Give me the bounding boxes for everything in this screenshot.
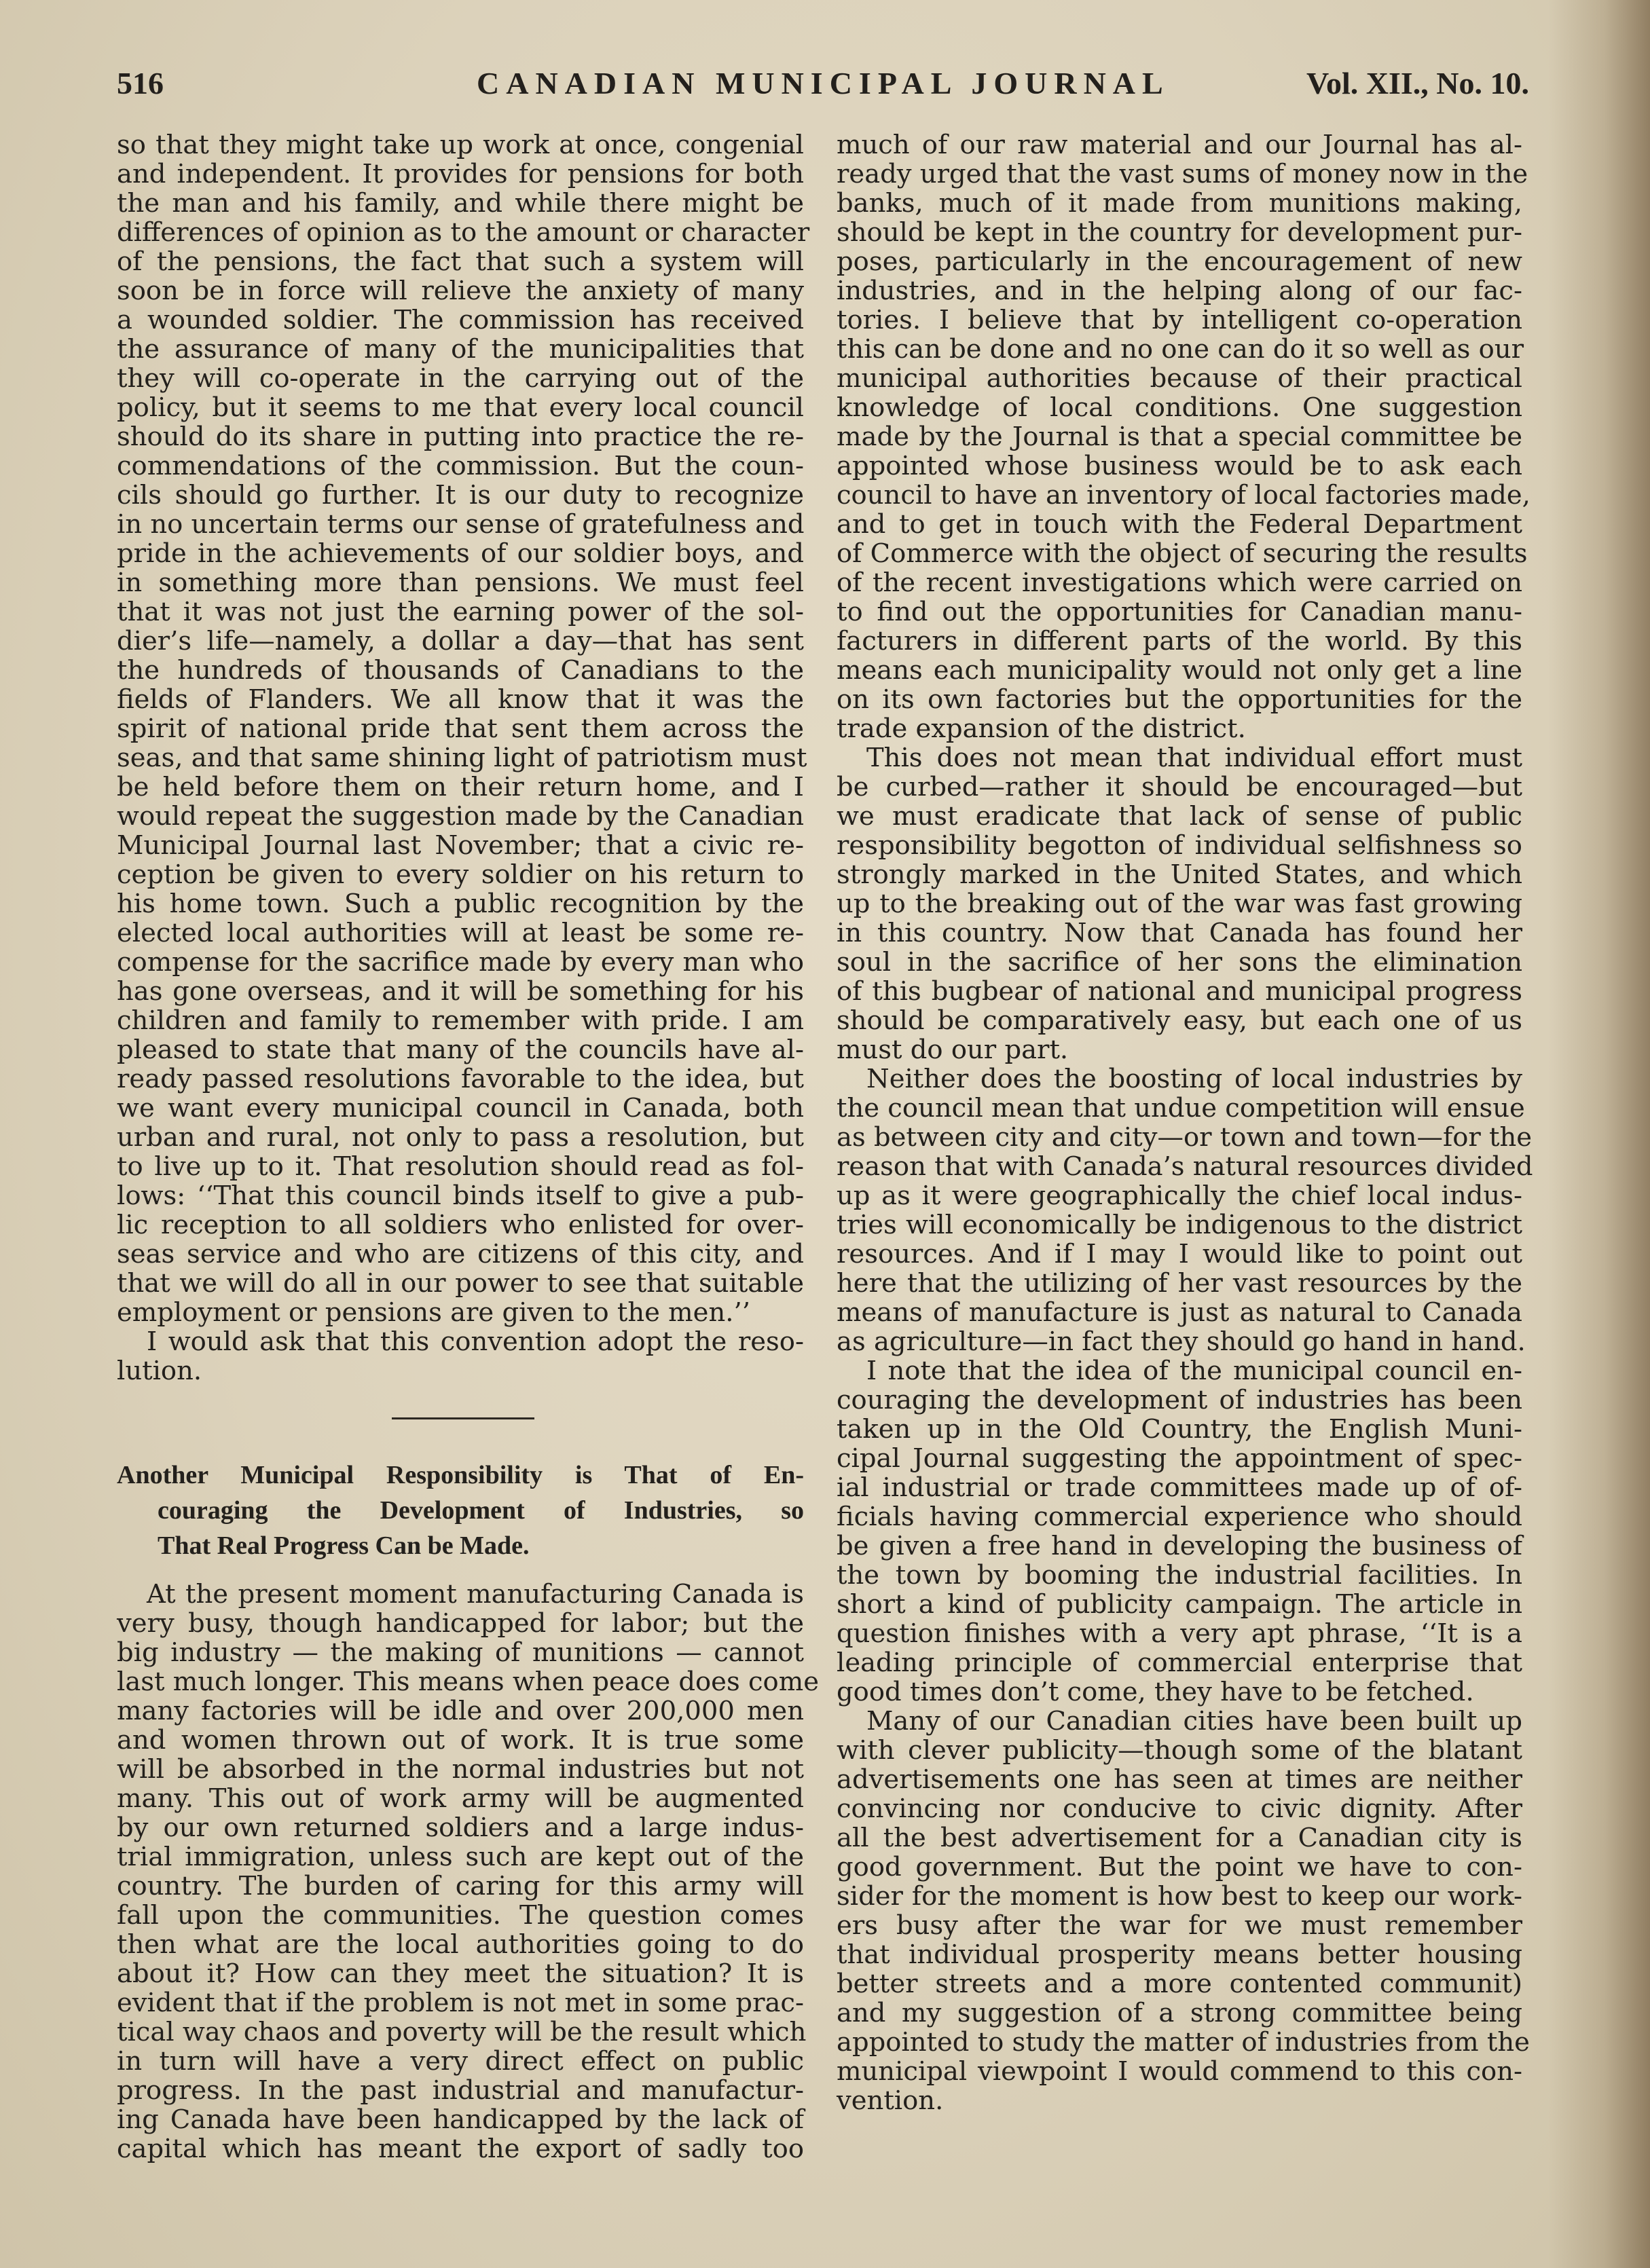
running-header [117,65,1529,113]
paragraph [837,1064,1533,1357]
text-line: that it was not just the earning power of the sol- [117,597,804,627]
text-line: pleased to state that many of the councils have al- [117,1035,804,1065]
text-line: and women thrown out of work. It is true some [117,1725,804,1755]
text-line: we must eradicate that lack of sense of public [837,801,1522,832]
text-line: the hundreds of thousands of Canadians to the [117,655,804,686]
text-line: means each municipality would not only get a line [837,655,1522,686]
text-line: differences of opinion as to the amount or character [117,217,810,248]
text-line: soon be in force will relieve the anxiety of many [117,276,804,306]
text-line: should be comparatively easy, but each one of us [837,1005,1522,1036]
text-line: his home town. Such a public recognition by the [117,889,804,919]
text-line: in this country. Now that Canada has found her [837,918,1522,948]
text-line: compense for the sacrifice made by every man who [117,947,804,978]
text-line: of Commerce with the object of securing the results [837,538,1528,569]
text-line: resources. And if I may I would like to point out [837,1239,1522,1269]
text-line: spirit of national pride that sent them across the [117,713,804,744]
heading-line: couraging the Development of Industries, so [158,1496,804,1525]
text-line: big industry — the making of munitions — cannot [117,1637,804,1668]
text-line: much of our raw material and our Journal has al- [837,130,1522,160]
text-line: as agriculture—in fact they should go hand in hand. [837,1326,1526,1357]
text-line: to find out the opportunities for Canadian manu- [837,597,1522,627]
text-line: we want every municipal council in Canada, both [117,1093,804,1123]
text-line: dier’s life—namely, a dollar a day—that has sent [117,626,804,656]
text-line: policy, but it seems to me that every local council [117,392,804,423]
text-line: with clever publicity—though some of the blatant [837,1735,1522,1766]
text-line: on its own factories but the opportunities for the [837,684,1522,715]
text-line: a wounded soldier. The commission has received [117,305,804,335]
text-line: elected local authorities will at least be some re- [117,918,804,948]
text-line: couraging the development of industries has been [837,1385,1522,1415]
text-line: tories. I believe that by intelligent co-operation [837,305,1522,335]
text-line: pride in the achievements of our soldier boys, and [117,538,804,569]
text-line: then what are the local authorities going to do [117,1929,804,1960]
text-line: responsibility begotton of individual selfishness so [837,830,1522,861]
paragraph [837,743,1522,1064]
text-line: many factories will be idle and over 200,000 men [117,1696,804,1726]
text-line: sider for the moment is how best to keep our work- [837,1881,1522,1912]
text-line: facturers in different parts of the world. By this [837,626,1522,656]
text-line: this can be done and no one can do it so well as our [837,334,1524,365]
paragraph [117,1579,819,2164]
text-line: in something more than pensions. We must feel [117,568,804,598]
text-line: progress. In the past industrial and manufactur- [117,2075,804,2106]
heading-line: Another Municipal Responsibility is That of En- [117,1461,804,1489]
text-line: knowledge of local conditions. One suggestion [837,392,1522,423]
text-line: strongly marked in the United States, and which [837,859,1522,890]
text-line: cils should go further. It is our duty to recognize [117,480,804,510]
text-line: they will co-operate in the carrying out of the [117,363,804,394]
text-line: better streets and a more contented communit) [837,1969,1522,1999]
text-line: council to have an inventory of local factories made, [837,480,1530,510]
section-divider-wrap [117,1386,804,1453]
text-line: short a kind of publicity campaign. The article in [837,1589,1522,1620]
text-line: the assurance of many of the municipalities that [117,334,804,365]
text-line: reason that with Canada’s natural resources divided [837,1151,1533,1182]
text-line: children and family to remember with pride. I am [117,1005,804,1036]
text-line: ficials having commercial experience who should [837,1502,1522,1532]
text-line: appointed whose business would be to ask each [837,451,1522,481]
text-line: means of manufacture is just as natural to Canada [837,1297,1522,1328]
text-line: would repeat the suggestion made by the Canadian [117,801,804,832]
paragraph [837,130,1530,744]
text-line: cipal Journal suggesting the appointment of spec- [837,1443,1522,1474]
text-line: by our own returned soldiers and a large indus- [117,1812,804,1843]
text-line: commendations of the commission. But the coun- [117,451,804,481]
text-line: will be absorbed in the normal industries but not [117,1754,804,1785]
text-line: At the present moment manufacturing Canada is [147,1579,804,1610]
text-line: many. This out of work army will be augmented [117,1783,804,1814]
text-line: must do our part. [837,1035,1069,1065]
text-line: appointed to study the matter of industries from the [837,2027,1530,2058]
text-line: about it? How can they meet the situation? It is [117,1958,804,1989]
text-line: be given a free hand in developing the business of [837,1531,1522,1561]
paragraph [117,130,810,1328]
text-line: ready passed resolutions favorable to the idea, but [117,1064,804,1094]
text-line: municipal viewpoint I would commend to this con- [837,2056,1522,2087]
text-line: should do its share in putting into practice the re- [117,422,804,452]
text-line: made by the Journal is that a special committee be [837,422,1522,452]
text-line: seas, and that same shining light of patriotism must [117,743,807,773]
section-divider [392,1417,534,1419]
text-line: of the recent investigations which were carried on [837,568,1522,598]
text-line: ing Canada have been handicapped by the lack of [117,2104,804,2135]
text-line: leading principle of commercial enterprise that [837,1648,1522,1678]
paragraph [837,1356,1522,1707]
text-line: be held before them on their return home, and I [117,772,804,802]
text-line: urban and rural, not only to pass a resolution, but [117,1122,804,1153]
text-line: convincing nor conducive to civic dignity. After [837,1793,1522,1824]
text-line: ial industrial or trade committees made up of of- [837,1472,1522,1503]
text-line: I would ask that this convention adopt the reso- [147,1326,804,1357]
heading-line: That Real Progress Can be Made. [158,1531,530,1560]
text-line: ers busy after the war for we must remember [837,1910,1522,1941]
text-line: taken up in the Old Country, the English Muni- [837,1414,1522,1445]
text-line: vention. [837,2085,944,2116]
text-line: question finishes with a very apt phrase, ‘‘It is a [837,1618,1522,1649]
text-line: evident that if the problem is not met in some prac- [117,1988,804,2018]
text-line: as between city and city—or town and town—for the [837,1122,1533,1153]
text-line: ception be given to every soldier on his return to [117,859,804,890]
text-line: and to get in touch with the Federal Department [837,509,1522,540]
text-line: trial immigration, unless such are kept out of the [117,1842,804,1872]
text-line: capital which has meant the export of sadly too [117,2134,804,2164]
text-line: last much longer. This means when peace does come [117,1667,819,1697]
text-line: seas service and who are citizens of this city, and [117,1239,804,1269]
paragraph [837,1706,1530,2116]
page-number: 516 [117,66,164,100]
text-line: should be kept in the country for development pur- [837,217,1522,248]
text-line: Many of our Canadian cities have been built up [866,1706,1522,1736]
text-line: good times don’t come, they have to be fetched. [837,1677,1474,1707]
left-column [117,130,819,2164]
text-line: of this bugbear of national and municipal progress [837,976,1522,1007]
text-line: employment or pensions are given to the men.’’ [117,1297,750,1328]
text-line: Neither does the boosting of local industries by [866,1064,1522,1094]
text-line: of the pensions, the fact that such a system will [117,246,804,277]
text-line: in no uncertain terms our sense of gratefulness and [117,509,805,540]
text-line: soul in the sacrifice of her sons the elimination [837,947,1522,978]
text-line: and my suggestion of a strong committee being [837,1998,1522,2028]
journal-title: CANADIAN MUNICIPAL JOURNAL [477,66,1170,100]
paragraph [117,1327,804,1386]
text-line: Municipal Journal last November; that a civic re- [117,830,804,861]
text-line: good government. But the point we have to con- [837,1852,1522,1882]
text-line: so that they might take up work at once, congenial [117,130,804,160]
text-line: tries will economically be indigenous to the district [837,1210,1522,1240]
text-line: the town by booming the industrial facilities. In [837,1560,1522,1591]
text-line: banks, much of it made from munitions making, [837,188,1522,219]
issue-label: Vol. XII., No. 10. [1306,66,1529,100]
text-line: very busy, though handicapped for labor; but the [117,1608,804,1639]
right-column [837,130,1533,2116]
text-line: in turn will have a very direct effect on public [117,2046,804,2077]
text-line: tical way chaos and poverty will be the result which [117,2017,807,2047]
text-line: poses, particularly in the encouragement of new [837,246,1522,277]
text-line: lution. [117,1356,202,1386]
text-line: be curbed—rather it should be encouraged—but [837,772,1522,802]
text-line: ready urged that the vast sums of money now in the [837,159,1528,189]
text-line: up to the breaking out of the war was fast growing [837,889,1522,919]
page-edge-shadow [1548,0,1650,2268]
text-line: advertisements one has seen at times are neither [837,1764,1522,1795]
text-line: trade expansion of the district. [837,713,1246,744]
section-heading [117,1457,804,1563]
text-line: I note that the idea of the municipal council en- [866,1356,1522,1386]
text-line: fields of Flanders. We all know that it was the [117,684,804,715]
text-line: here that the utilizing of her vast resources by the [837,1268,1522,1299]
text-line: country. The burden of caring for this army will [117,1871,804,1901]
text-line: municipal authorities because of their practical [837,363,1522,394]
text-line: fall upon the communities. The question comes [117,1900,804,1931]
text-line: lows: ‘‘That this council binds itself to give a pub- [117,1181,804,1211]
text-line: the man and his family, and while there might be [117,188,804,219]
text-line: lic reception to all soldiers who enlisted for over- [117,1210,804,1240]
text-line: up as it were geographically the chief local indus- [837,1181,1522,1211]
text-line: to live up to it. That resolution should read as fol- [117,1151,804,1182]
text-line: has gone overseas, and it will be something for his [117,976,804,1007]
text-line: that individual prosperity means better housing [837,1939,1522,1970]
text-line: This does not mean that individual effort must [866,743,1522,773]
text-line: all the best advertisement for a Canadian city is [837,1823,1522,1853]
text-line: and independent. It provides for pensions for both [117,159,804,189]
text-line: the council mean that undue competition will ensue [837,1093,1525,1123]
text-line: that we will do all in our power to see that suitable [117,1268,804,1299]
text-line: industries, and in the helping along of our fac- [837,276,1522,306]
